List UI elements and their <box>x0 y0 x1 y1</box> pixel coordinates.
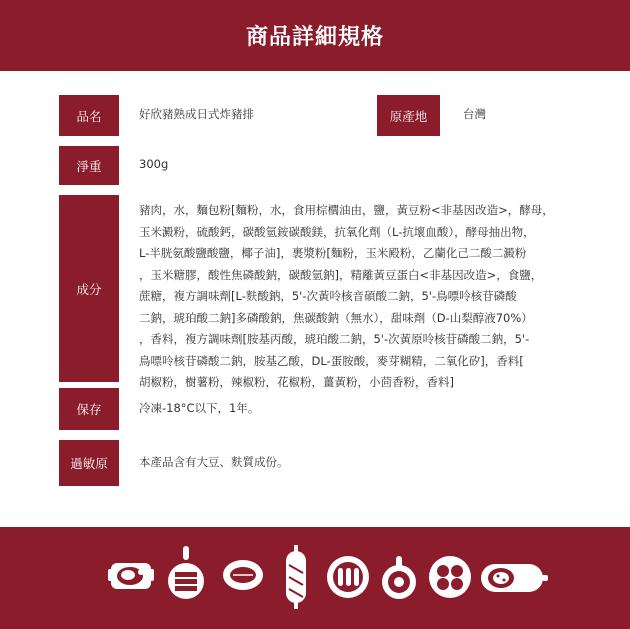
sausage-icon <box>284 545 308 609</box>
pork-leg-icon <box>108 555 154 595</box>
ingredients-line: ，香料，複方調味劑[胺基丙酸，琥珀酸二鈉，5'-次黃原呤核苷磷酸二鈉，5'- <box>139 332 530 346</box>
ingredients-value <box>139 200 589 394</box>
storage-value: 冷凍-18°C以下，1年。 <box>139 401 260 415</box>
ingredients-line: 胡椒粉，樹薯粉，辣椒粉，花椒粉，薑黃粉，小茴香粉，香料] <box>139 375 454 389</box>
ingredients-line: ，玉米糖膠，酸性焦磷酸鈉，碳酸氫鈉]，精離黃豆蛋白<非基因改造>，食鹽， <box>139 267 543 282</box>
name-label: 品名 <box>59 95 119 136</box>
ingredients-line: 豬肉，水，麵包粉[麵粉，水，食用棕櫚油由，鹽，黃豆粉<非基因改造>，酵母， <box>139 203 554 217</box>
weight-label: 淨重 <box>59 146 119 185</box>
steak-icon <box>222 559 264 591</box>
origin-label: 原產地 <box>377 95 440 136</box>
weight-value: 300g <box>139 157 169 171</box>
ingredients-line: 鳥嘌呤核苷磷酸二鈉，胺基乙酸，DL-蛋胺酸，麥芽糊精，二氧化矽]，香料[ <box>139 353 524 368</box>
page-title: 商品詳細規格 <box>245 25 384 50</box>
pan-icon <box>379 556 419 600</box>
allergen-label: 過敏原 <box>59 440 119 486</box>
ingredients-line: 蔗糖，複方調味劑[L-麩酸鈉，5'-次黃呤核音碩酸二鈉，5'-鳥嘌呤核苷磷酸 <box>139 289 517 303</box>
ingredients-label: 成分 <box>59 195 119 382</box>
name-value: 好欣豬熟成日式炸豬排 <box>139 107 254 121</box>
origin-value: 台灣 <box>463 107 486 121</box>
storage-label: 保存 <box>59 388 119 430</box>
header-banner <box>0 0 630 71</box>
allergen-value: 本產品含有大豆、麩質成份。 <box>139 455 289 469</box>
bacon-icon <box>167 546 205 604</box>
ribs-plate-icon <box>326 555 370 599</box>
ingredients-line: 玉米澱粉，硫酸鈣，碳酸氫銨碳酸鎂，抗氧化劑（L-抗壞血酸），酵母抽出物， <box>139 224 535 239</box>
ingredients-line: 二鈉，琥珀酸二鈉]多磷酸鈉，焦碳酸鈉（無水），甜味劑（D-山梨醇液70%） <box>139 310 533 325</box>
ingredients-line: L-半胱氨酸鹽酸鹽，椰子油]，裹漿粉[麵粉，玉米殿粉，乙蘭化己二酸二澱粉 <box>139 246 527 260</box>
ham-sausage-icon <box>479 560 549 596</box>
meatballs-icon <box>428 555 472 599</box>
